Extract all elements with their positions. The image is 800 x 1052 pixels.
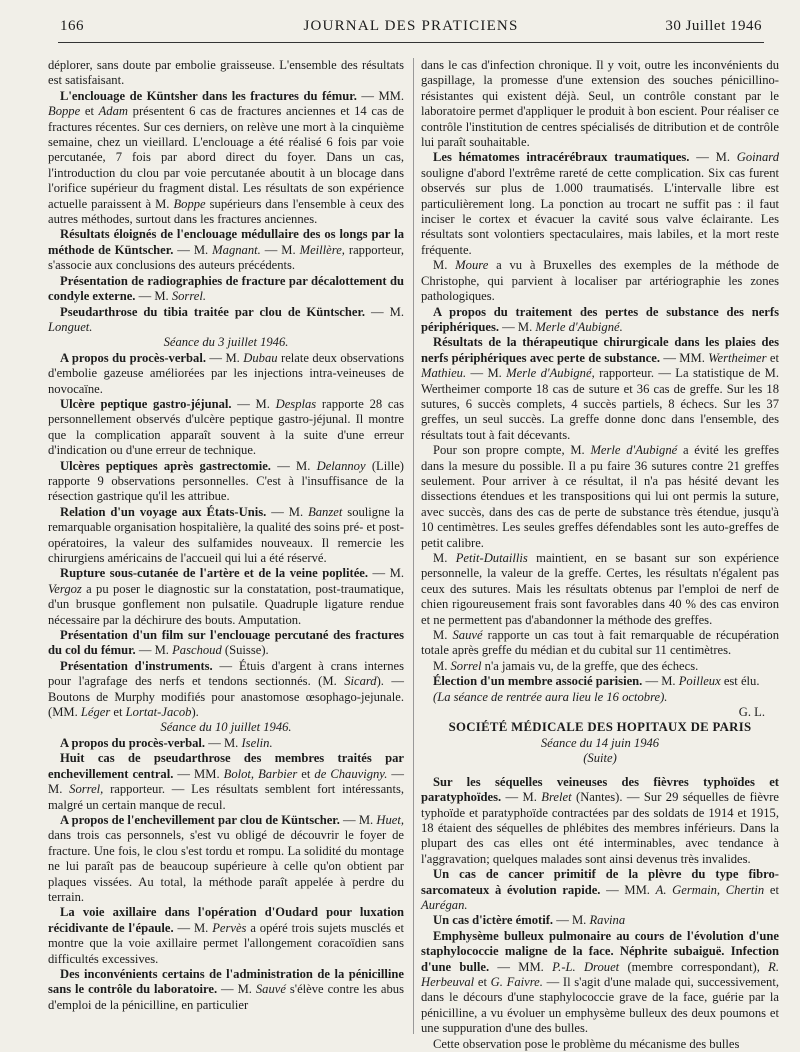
paragraph: Des inconvénients certains de l'administration de la pénicilline sans le contrôle du laboratoire. — M. Sauvé s'élève contre les abus d'emploi de la pénicilline, en particulier <box>48 966 404 1012</box>
header-rule <box>58 42 764 43</box>
paragraph: Un cas d'ictère émotif. — M. Ravina <box>433 913 626 928</box>
left-column <box>48 58 404 1038</box>
paragraph: A propos de l'enchevillement par clou de Küntscher. — M. Huet, dans trois cas personnels, s'est vu obligé de découvrir le foyer de fracture. Une fois, le clou s'est tordu et rompu. La solidité du montage ne lui paraît pas de beaucoup supérieure à celle qu'on obtient par plaques vissées. Au total, la méthode paraît appelée à perdre du terrain. <box>48 812 404 904</box>
paragraph <box>421 690 779 705</box>
paragraph: Ulcère peptique gastro-jéjunal. — M. Desplas rapporte 28 cas personnellement observés d'ulcère peptique gastro-jéjunal. Il montre que la complication apparaît souvent à la suite d'une erreur d'indication ou d'une erreur de technique. <box>48 396 404 458</box>
session-heading: Séance du 10 juillet 1946. <box>160 720 292 735</box>
paragraph: Résultats de la thérapeutique chirurgicale dans les plaies des nerfs périphériques avec perte de substance. — MM. Wertheimer et Mathieu. — M. Merle d'Aubigné, rapporteur. — La statistique de M. Wertheimer comporte 18 cas de suture et 36 cas de greffe. Sur les 18 sutures, 6 succès complets, 4 succès partiels, 8 échecs. Sur les 37 greffes, un seul succès. La greffe donne donc dans l'ensemble, des résultats tout à fait décevants. <box>421 335 779 442</box>
paragraph: Les hématomes intracérébraux traumatiques. — M. Goinard souligne d'abord l'extrême rareté de cette complication. Six cas furent observés sur plus de 1.000 traumatisés. L'intervalle libre est particulièrement long. La ponction au trocart ne suffit pas : il faut inciser le cortex et évacuer la cavité sous valve éclairante. Les résultats sont volontiers spectaculaires, mais labiles, et la mort reste fréquente. <box>421 150 779 257</box>
paragraph: Élection d'un membre associé parisien. — M. Poilleux est élu. <box>433 674 760 689</box>
section-heading: Un cas d'ictère émotif. <box>433 913 554 928</box>
section-heading: A propos de l'enchevillement par clou de Küntscher. <box>60 812 340 827</box>
paragraph: Ulcères peptiques après gastrectomie. — M. Delannoy (Lille) rapporte 9 observations personnelles. C'est à l'insuffisance de la résection gastrique qu'il les attribue. <box>48 458 404 504</box>
section-heading: Ulcères peptiques après gastrectomie. <box>60 458 271 473</box>
paragraph: Présentation d'instruments. — Étuis d'argent à crans internes pour l'agrafage des nerfs et tendons sectionnés. (M. Sicard). — Boutons de Murphy modifiés pour anastomose œsophago-jejunale. (MM. Léger et Lortat-Jacob). <box>48 658 404 720</box>
paragraph: Rupture sous-cutanée de l'artère et de la veine poplitée. — M. Vergoz a pu poser le diagnostic sur la constatation, post-traumatique, d'un brusque gonflement non pulsatile. Quadruple ligature rendue nécessaire par la déchirure des bouts. Amputation. <box>48 566 404 627</box>
issue-date: 30 Juillet 1946 <box>665 18 762 34</box>
paragraph: L'enclouage de Küntsher dans les fractures du fémur. — MM. Boppe et Adam présentent 6 cas de fractures anciennes et 14 cas de fractures récentes. Sur ces derniers, on relève une mort à la cinquième semaine, chez un vieillard. L'enclouage a été réalisé 6 fois par voie percutanée, 7 fois par abord direct du foyer. Dans un cas, l'introduction du clou par voie percutanée aboutit à un blocage dans l'orifice supérieur du fragment distal. Les résultats de son expérience actuelle paraissent à M. Boppe supérieurs dans l'ensemble à ceux des autres méthodes, surtout dans les fractures anciennes. <box>48 88 404 227</box>
paragraph: M. Moure a vu à Bruxelles des exemples de la méthode de Christophe, qui parvient à localiser par artériographie les zones pathologiques. <box>421 258 779 304</box>
column-divider <box>413 58 414 1034</box>
paragraph: Relation d'un voyage aux États-Unis. — M. Banzet souligne la remarquable organisation hospitalière, la qualité des soins pré- et post-opératoires, la valeur des sulfamides nouveaux. Il remercie les chirurgiens américains de l'accueil qui lui a été réservé. <box>48 504 405 565</box>
section-heading: Des inconvénients certains de l'administration de la pénicilline sans le contrôle du laboratoire. <box>48 966 404 997</box>
section-heading: Huit cas de pseudarthrose des membres traités par enchevillement central. <box>48 751 404 781</box>
paragraph: Présentation de radiographies de fracture par décalottement du condyle externe. — M. Sorrel. <box>48 273 404 304</box>
paragraph: Cette observation pose le problème du mécanisme des bulles <box>433 1036 740 1051</box>
paragraph: Sur les séquelles veineuses des fièvres typhoïdes et paratyphoïdes. — M. Brelet (Nantes). — Sur 29 séquelles de fièvre typhoïde et paratyphoïde contractées par des soldats de 1914 et 1915, 18 étaient des séquelles de phlébites des membres inférieurs. Dans la plupart des cas elles ont été interminables, avec tendance à l'aggravation; quelques malades sont ainsi devenus très invalides. <box>421 774 779 866</box>
section-heading: A propos du traitement des pertes de substance des nerfs périphériques. <box>421 304 779 334</box>
section-heading: Présentation d'instruments. <box>60 658 213 673</box>
paragraph: Huit cas de pseudarthrose des membres traités par enchevillement central. — MM. Bolot, Barbier et de Chauvigny. — M. Sorrel, rapporteur. — Les résultats semblent fort intéressants, malgré un certain manque de recul. <box>48 751 404 812</box>
section-heading: Les hématomes intracérébraux traumatiques. <box>433 150 690 165</box>
paragraph: A propos du procès-verbal. — M. Dubau relate deux observations d'embolie gazeuse améliorées par les injections intra-veineuses de novocaïne. <box>48 350 404 396</box>
section-heading: La voie axillaire dans l'opération d'Oudard pour luxation récidivante de l'épaule. <box>48 905 404 935</box>
section-heading: Emphysème bulleux pulmonaire au cours de l'évolution d'une staphylococcie maligne de la face. Néphrite subaiguë. Infection d'une bulle. <box>421 928 779 974</box>
society-title: SOCIÉTÉ MÉDICALE DES HOPITAUX DE PARIS <box>448 720 752 735</box>
paragraph: M. Sorrel n'a jamais vu, de la greffe, que des échecs. <box>433 658 699 673</box>
paragraph: M. Petit-Dutaillis maintient, en se basant sur son expérience personnelle, la valeur de la greffe. Certes, les résultats n'égalent pas ceux des sutures. Mais les résultats obtenus par l'emploi de nerf de chien rigoureusement frais sont favorables dans 40 % des cas environ et ne permettent pas d'abandonner la méthode des greffes. <box>421 551 779 627</box>
society-continued: (Suite) <box>583 751 617 766</box>
paragraph: Pour son propre compte, M. Merle d'Aubigné a évité les greffes dans la mesure du possible. Il a pu faire 36 sutures contre 21 greffes seulement. Pour arriver à ce résultat, il n'a pas hésité devant les dissections étendues et les transpositions qui lui ont permis la suture, avec succès, dans des cas de perte de substance très étendue, jusqu'à 10 centimètres. Les seules greffes défendables sont les auto-greffes de petit calibre. <box>421 443 779 550</box>
paragraph: La voie axillaire dans l'opération d'Oudard pour luxation récidivante de l'épaule. — M. Pervès a opéré trois sujets musclés et montre que la voie axillaire permet l'allongement coracoïdien sans difficultés excessives. <box>48 905 404 966</box>
section-heading: A propos du procès-verbal. <box>60 735 206 750</box>
right-column <box>421 58 779 1051</box>
page-number: 166 <box>60 18 84 34</box>
section-heading: Relation d'un voyage aux États-Unis. <box>60 504 267 519</box>
paragraph: A propos du traitement des pertes de substance des nerfs périphériques. — M. Merle d'Aubigné. <box>421 304 779 334</box>
paragraph: Emphysème bulleux pulmonaire au cours de l'évolution d'une staphylococcie maligne de la face. Néphrite subaiguë. Infection d'une bulle. — MM. P.-L. Drouet (membre correspondant), R. Herbeuval et G. Faivre. — Il s'agit d'une malade qui, successivement, dans le décours d'une staphylococcie grave de la face, guérie par la pénicilline, a vu évoluer un emphysème bulleux des deux poumons et une suppuration d'une des bulles. <box>421 928 779 1036</box>
section-heading: A propos du procès-verbal. <box>60 350 206 365</box>
paragraph: dans le cas d'infection chronique. Il y voit, outre les inconvénients du gaspillage, la promesse d'une extension des souches pénicillino-résistantes qui existent déjà. Seul, un contrôle constant par le laboratoire permet d'appliquer le produit à bon escient. Pour réaliser ce contrôle l'institution de centres spécialisés de ditribution et de contrôle lui paraît souhaitable. <box>421 58 779 150</box>
section-heading: Ulcère peptique gastro-jéjunal. <box>60 396 232 411</box>
section-heading: Sur les séquelles veineuses des fièvres typhoïdes et paratyphoïdes. <box>421 774 779 805</box>
section-heading: L'enclouage de Küntsher dans les fractures du fémur. <box>60 88 357 103</box>
section-heading: Résultats de la thérapeutique chirurgicale dans les plaies des nerfs périphériques avec perte de substance. <box>421 335 779 365</box>
section-heading: Un cas de cancer primitif de la plèvre du type fibro-sarcomateux à évolution rapide. <box>421 867 779 897</box>
section-heading: Pseudarthrose du tibia traitée par clou de Küntscher. <box>60 304 366 319</box>
section-heading: Élection d'un membre associé parisien. <box>433 674 643 689</box>
section-heading: Présentation de radiographies de fracture par décalottement du condyle externe. <box>48 273 404 304</box>
author-signature: G. L. <box>738 705 765 720</box>
journal-title: JOURNAL DES PRATICIENS <box>303 18 519 34</box>
section-heading: Présentation d'un film sur l'enclouage percutané des fractures du col du fémur. <box>48 628 404 658</box>
page-header <box>60 14 762 40</box>
society-session: Séance du 14 juin 1946 <box>540 735 660 750</box>
paragraph: Pseudarthrose du tibia traitée par clou de Küntscher. — M. Longuet. <box>48 304 404 334</box>
paragraph: M. Sauvé rapporte un cas tout à fait remarquable de récupération totale après greffe du médian et du cubital sur 11 centimètres. <box>421 628 779 658</box>
section-heading: Résultats éloignés de l'enclouage médullaire des os longs par la méthode de Küntscher. <box>48 227 404 257</box>
paragraph: Présentation d'un film sur l'enclouage percutané des fractures du col du fémur. — M. Paschoud (Suisse). <box>48 628 404 658</box>
session-heading: Séance du 3 juillet 1946. <box>163 335 289 350</box>
next-session-note: (La séance de rentrée aura lieu le 16 octobre). <box>433 689 668 704</box>
paragraph: déplorer, sans doute par embolie graisseuse. L'ensemble des résultats est satisfaisant. <box>48 58 404 88</box>
section-heading: Rupture sous-cutanée de l'artère et de la veine poplitée. <box>60 566 369 581</box>
paragraph: Résultats éloignés de l'enclouage médullaire des os longs par la méthode de Küntscher. — M. Magnant. — M. Meillère, rapporteur, s'associe aux conclusions des auteurs précédents. <box>48 227 404 273</box>
paragraph: A propos du procès-verbal. — M. Iselin. <box>60 735 273 750</box>
paragraph: Un cas de cancer primitif de la plèvre du type fibro-sarcomateux à évolution rapide. — MM. A. Germain, Chertin et Aurégan. <box>421 867 779 912</box>
